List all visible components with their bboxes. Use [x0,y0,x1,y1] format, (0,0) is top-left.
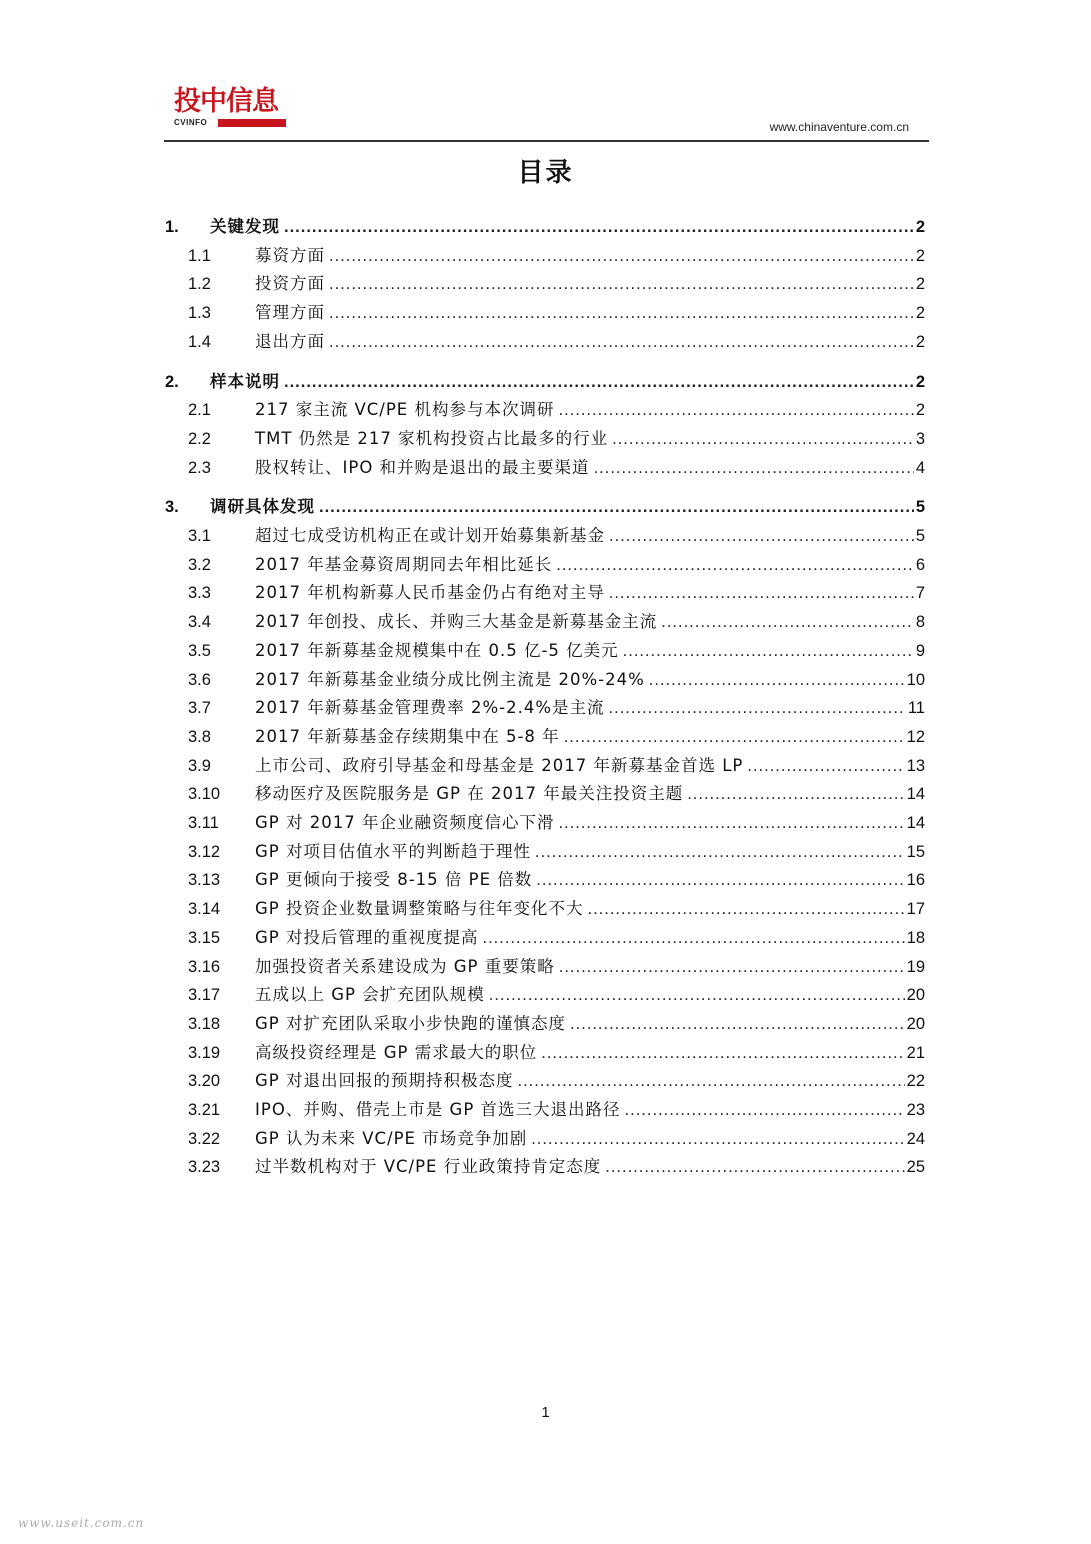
toc-number: 3.1 [188,527,211,545]
toc-leader-dots [605,1156,904,1178]
toc-page-number: 12 [906,727,925,746]
toc-leader-dots [661,611,914,633]
toc-leader-dots [482,927,904,949]
toc-title: 关键发现 [210,217,280,236]
toc-title: 调研具体发现 [210,497,315,517]
toc-title: 2017 年新募基金存续期集中在 5-8 年 [255,726,560,746]
toc-number: 3.19 [188,1043,221,1062]
toc-section[interactable] [165,212,925,238]
toc-title: TMT 仍然是 217 家机构投资占比最多的行业 [255,428,609,448]
toc-title: 管理方面 [255,303,325,323]
toc-leader-dots [531,1128,904,1150]
toc-subsection[interactable] [165,808,925,834]
toc-number: 3.23 [188,1158,221,1177]
toc-subsection[interactable] [165,607,925,633]
toc-number: 1.4 [188,332,211,351]
toc-number: 3.11 [188,814,219,832]
site-url: www.chinaventure.com.cn [769,120,909,134]
toc-leader-dots [329,273,914,295]
toc-leader-dots [329,245,914,267]
toc-page-number: 8 [915,613,925,632]
toc-page-number: 20 [906,1014,925,1033]
toc-subsection[interactable] [165,395,925,421]
toc-number: 3.5 [188,641,211,660]
toc-page-number: 2 [915,332,925,351]
toc-title: 上市公司、政府引导基金和母基金是 2017 年新募基金首选 LP [255,755,744,775]
toc-subsection[interactable] [165,521,925,547]
toc-title: 投资方面 [255,274,325,294]
toc-page-number: 2 [915,246,925,265]
toc-subsection[interactable] [165,1152,925,1178]
toc-subsection[interactable] [165,1038,925,1064]
toc-number: 2.3 [188,458,211,477]
toc-leader-dots [556,554,914,576]
toc-title: GP 更倾向于接受 8-15 倍 PE 倍数 [255,870,533,890]
toc-leader-dots [517,1070,904,1092]
toc-subsection[interactable] [165,327,925,353]
toc-title: GP 对退出回报的预期持积极态度 [255,1071,514,1091]
toc-subsection[interactable] [165,837,925,863]
toc-subsection[interactable] [165,578,925,604]
toc-title: 高级投资经理是 GP 需求最大的职位 [255,1042,538,1062]
page-title: 目录 [517,158,574,188]
toc-number: 3.14 [188,900,221,919]
toc-page-number: 19 [906,957,925,976]
toc-number: 3.8 [188,727,211,746]
toc-leader-dots [329,302,914,324]
toc-title: 样本说明 [210,371,280,391]
toc-leader-dots [559,956,905,978]
toc-page-number: 13 [906,756,925,775]
toc-title: 2017 年新募基金业绩分成比例主流是 20%-24% [255,669,645,689]
toc-subsection[interactable] [165,952,925,978]
toc-title: GP 对项目估值水平的判断趋于理性 [255,841,531,861]
toc-page-number: 2 [915,304,925,323]
toc-page-number: 22 [906,1072,925,1091]
toc-page-number: 24 [906,1129,925,1148]
toc-title: GP 对扩充团队采取小步快跑的谨慎态度 [255,1013,566,1033]
toc-page-number: 11 [907,699,925,718]
toc-page-number: 23 [906,1101,925,1119]
toc-subsection[interactable] [165,894,925,920]
toc-subsection[interactable] [165,298,925,324]
toc-leader-dots [609,582,914,604]
toc-page-number: 20 [906,986,925,1005]
toc-subsection[interactable] [165,424,925,450]
toc-leader-dots [570,1013,905,1035]
toc-page-number: 6 [915,555,925,574]
toc-title: GP 对 2017 年企业融资频度信心下滑 [255,813,555,832]
toc-number: 3.22 [188,1129,221,1148]
toc-number: 1.1 [188,246,211,265]
toc-title: 股权转让、IPO 和并购是退出的最主要渠道 [255,457,590,477]
toc-leader-dots [623,640,914,662]
toc-subsection[interactable] [165,980,925,1006]
toc-number: 3. [165,498,179,517]
toc-subsection[interactable] [165,665,925,691]
toc-subsection[interactable] [165,693,925,719]
toc-subsection[interactable] [165,923,925,949]
toc-page-number: 2 [915,401,925,420]
cvinfo-logo [174,86,288,130]
toc-subsection[interactable] [165,550,925,576]
toc-leader-dots [649,669,905,691]
toc-title: IPO、并购、借壳上市是 GP 首选三大退出路径 [255,1100,621,1119]
toc-page-number: 2 [915,275,925,294]
toc-subsection[interactable] [165,722,925,748]
toc-subsection[interactable] [165,269,925,295]
toc-number: 3.3 [188,584,211,603]
toc-page-number: 3 [915,429,925,448]
toc-number: 3.15 [188,928,221,947]
toc-leader-dots [535,841,905,863]
toc-number: 3.2 [188,555,211,574]
toc-leader-dots [489,984,905,1006]
toc-title: 超过七成受访机构正在或计划开始募集新基金 [255,526,605,545]
toc-leader-dots [329,331,914,353]
toc-page-number: 5 [915,527,925,545]
watermark: www.useit.com.cn [18,1516,145,1530]
toc-page-number: 2 [915,218,925,236]
toc-title: 过半数机构对于 VC/PE 行业政策持肯定态度 [255,1157,602,1177]
toc-title: 募资方面 [255,245,325,265]
logo-red-bar [218,119,286,127]
page-number: 1 [541,1404,550,1421]
toc-subsection[interactable] [165,1009,925,1035]
toc-subsection[interactable] [165,1066,925,1092]
toc-leader-dots [609,697,906,719]
toc-subsection[interactable] [165,751,925,777]
toc-leader-dots [536,869,904,891]
toc-title: GP 认为未来 VC/PE 市场竞争加剧 [255,1128,528,1148]
toc-title: 2017 年基金募资周期同去年相比延长 [255,554,553,574]
toc-number: 3.6 [188,670,211,689]
toc-leader-dots [609,525,914,547]
toc-subsection[interactable] [165,865,925,891]
toc-leader-dots [612,428,914,450]
toc-number: 3.10 [188,785,221,804]
toc-subsection[interactable] [165,453,925,479]
toc-page-number: 18 [906,928,925,947]
toc-number: 3.9 [188,756,211,775]
toc-number: 3.17 [188,986,221,1005]
toc-leader-dots [594,457,914,479]
toc-number: 3.7 [188,699,211,718]
toc-title: 217 家主流 VC/PE 机构参与本次调研 [255,400,555,420]
toc-number: 2.1 [188,401,211,420]
toc-leader-dots [747,755,904,777]
toc-page-number: 14 [906,814,925,832]
toc-number: 3.20 [188,1072,221,1091]
toc-page-number: 4 [915,458,925,477]
toc-page-number: 15 [906,842,925,861]
toc-page-number: 14 [906,785,925,804]
toc-leader-dots [541,1042,904,1064]
toc-page-number: 17 [906,900,925,919]
toc-page-number: 5 [915,498,925,517]
toc-leader-dots [587,898,904,920]
toc-leader-dots [558,399,913,421]
toc-page-number: 25 [906,1158,925,1177]
toc-title: 移动医疗及医院服务是 GP 在 2017 年最关注投资主题 [255,784,684,804]
toc-number: 3.18 [188,1014,221,1033]
toc-leader-dots [564,726,905,748]
toc-number: 1.3 [188,304,211,323]
header-divider [164,140,929,142]
toc-leader-dots [284,216,914,238]
toc-number: 1.2 [188,275,211,294]
toc-page-number: 16 [906,871,925,890]
toc-title: GP 投资企业数量调整策略与往年变化不大 [255,899,584,919]
toc-title: 加强投资者关系建设成为 GP 重要策略 [255,956,555,976]
toc-subsection[interactable] [165,1124,925,1150]
toc-page-number: 9 [915,641,925,660]
toc-subsection[interactable] [165,241,925,267]
logo-text: 投中信息 [174,86,278,117]
toc-number: 3.13 [188,871,221,890]
toc-leader-dots [625,1099,905,1121]
toc-leader-dots [558,812,904,834]
toc-number: 1. [165,218,179,236]
toc-leader-dots [284,371,914,393]
toc-number: 3.12 [188,842,221,861]
logo-subtext: CVINFO [174,118,208,127]
toc-number: 3.21 [188,1101,221,1119]
toc-section[interactable] [165,367,925,393]
toc-page-number: 7 [915,584,925,603]
toc-leader-dots [319,496,914,518]
toc-subsection[interactable] [165,779,925,805]
toc-title: 2017 年新募基金管理费率 2%-2.4%是主流 [255,698,605,718]
toc-number: 2. [165,372,179,391]
toc-number: 3.16 [188,957,221,976]
toc-title: 五成以上 GP 会扩充团队规模 [255,985,485,1005]
toc-number: 3.4 [188,613,211,632]
toc-title: 2017 年机构新募人民币基金仍占有绝对主导 [255,583,605,603]
toc-subsection[interactable] [165,636,925,662]
toc-page-number: 21 [906,1043,925,1062]
toc-title: 退出方面 [255,331,325,351]
toc-page-number: 10 [906,670,925,689]
toc-number: 2.2 [188,429,211,448]
toc-title: 2017 年创投、成长、并购三大基金是新募基金主流 [255,612,658,632]
toc-section[interactable] [165,492,925,518]
toc-title: 2017 年新募基金规模集中在 0.5 亿-5 亿美元 [255,640,619,660]
toc-leader-dots [687,783,904,805]
toc-subsection[interactable] [165,1095,925,1121]
toc-page-number: 2 [915,372,925,391]
toc-title: GP 对投后管理的重视度提高 [255,927,479,947]
